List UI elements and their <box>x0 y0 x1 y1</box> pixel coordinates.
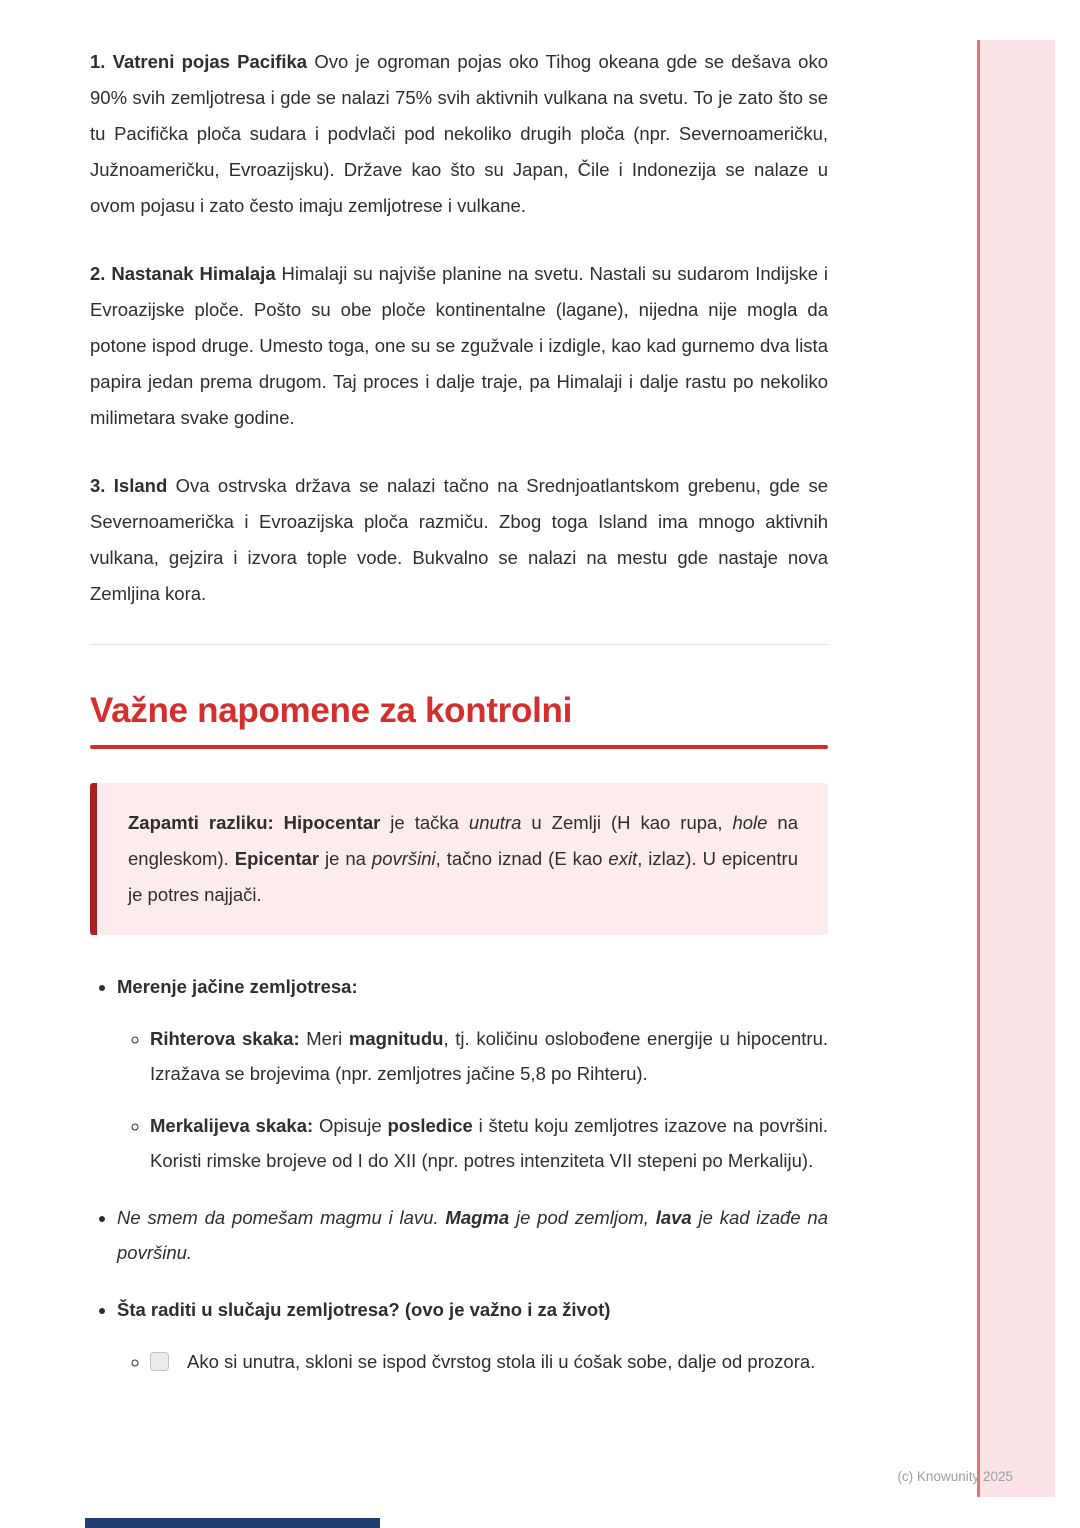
list-item-text: Ako si unutra, skloni se ispod čvrstog stola ili u ćošak sobe, dalje od prozora. <box>187 1351 816 1372</box>
heading-underline <box>90 745 828 749</box>
watermark: (c) Knowunity 2025 <box>897 1469 1013 1484</box>
section-heading: Važne napomene za kontrolni <box>90 691 573 730</box>
page-edge-strip <box>977 40 1055 1497</box>
list-item-what-to-do <box>117 1292 828 1379</box>
document-content <box>90 44 828 1401</box>
cropped-bottom-bar <box>85 1518 380 1528</box>
list-item-text: Merenje jačine zemljotresa: <box>117 976 358 997</box>
list-item-text: Šta raditi u slučaju zemljotresa? (ovo je važno i za život) <box>117 1299 611 1320</box>
list-item-measuring <box>117 969 828 1178</box>
list-item-text: Merkalijeva skaka: Opisuje posledice i štetu koju zemljotres izazove na površini. Koristi rimske brojeve od I do XII (npr. potres intenziteta VII stepeni po Merkaliju). <box>150 1115 829 1171</box>
list-item-magma-lava <box>117 1200 828 1270</box>
list-item-indoors <box>150 1344 828 1379</box>
paragraph-pacific-ring: 1. Vatreni pojas Pacifika Ovo je ogroman pojas oko Tihog okeana gde se dešava oko 90% svih zemljotresa i gde se nalazi 75% svih aktivnih vulkana na svetu. To je zato što se tu Pacifička ploča sudara i podvlači pod nekoliko drugih ploča (npr. Severnoameričku, Južnoameričku, Evroazijsku). Države kao što su Japan, Čile i Indonezija se nalaze u ovom pojasu i zato često imaju zemljotrese i vulkane. <box>90 51 828 216</box>
measuring-sublist <box>117 1021 828 1178</box>
list-item-text: Ne smem da pomešam magmu i lavu. Magma je pod zemljom, lava je kad izađe na površinu. <box>117 1207 829 1263</box>
what-to-do-sublist <box>117 1344 828 1379</box>
notes-list <box>90 969 828 1379</box>
checkbox[interactable] <box>150 1352 169 1371</box>
callout-text: Zapamti razliku: Hipocentar je tačka unutra u Zemlji (H kao rupa, hole na engleskom). Epicentar je na površini, tačno iznad (E kao exit, izlaz). U epicentru je potres najjači. <box>128 812 799 905</box>
list-item-richter <box>150 1021 828 1091</box>
section-divider <box>90 644 828 645</box>
paragraph-himalaya: 2. Nastanak Himalaja Himalaji su najviše planine na svetu. Nastali su sudarom Indijske i Evroazijske ploče. Pošto su obe ploče kontinentalne (lagane), nijedna nije mogla da potone ispod druge. Umesto toga, one su se zgužvale i izdigle, kao kad gurnemo dva lista papira jedan prema drugom. Taj proces i dalje traje, pa Himalaji i dalje rastu po nekoliko milimetara svake godine. <box>90 263 828 428</box>
list-item-mercalli <box>150 1108 828 1178</box>
paragraph-iceland: 3. Island Ova ostrvska država se nalazi tačno na Srednjoatlantskom grebenu, gde se Severnoamerička i Evroazijska ploča razmiču. Zbog toga Island ima mnogo aktivnih vulkana, gejzira i izvora tople vode. Bukvalno se nalazi na mestu gde nastaje nova Zemljina kora. <box>90 475 828 604</box>
list-item-text: Rihterova skaka: Meri magnitudu, tj. količinu oslobođene energije u hipocentru. Izražava se brojevima (npr. zemljotres jačine 5,8 po Rihteru). <box>150 1028 829 1084</box>
callout-note <box>90 783 828 935</box>
